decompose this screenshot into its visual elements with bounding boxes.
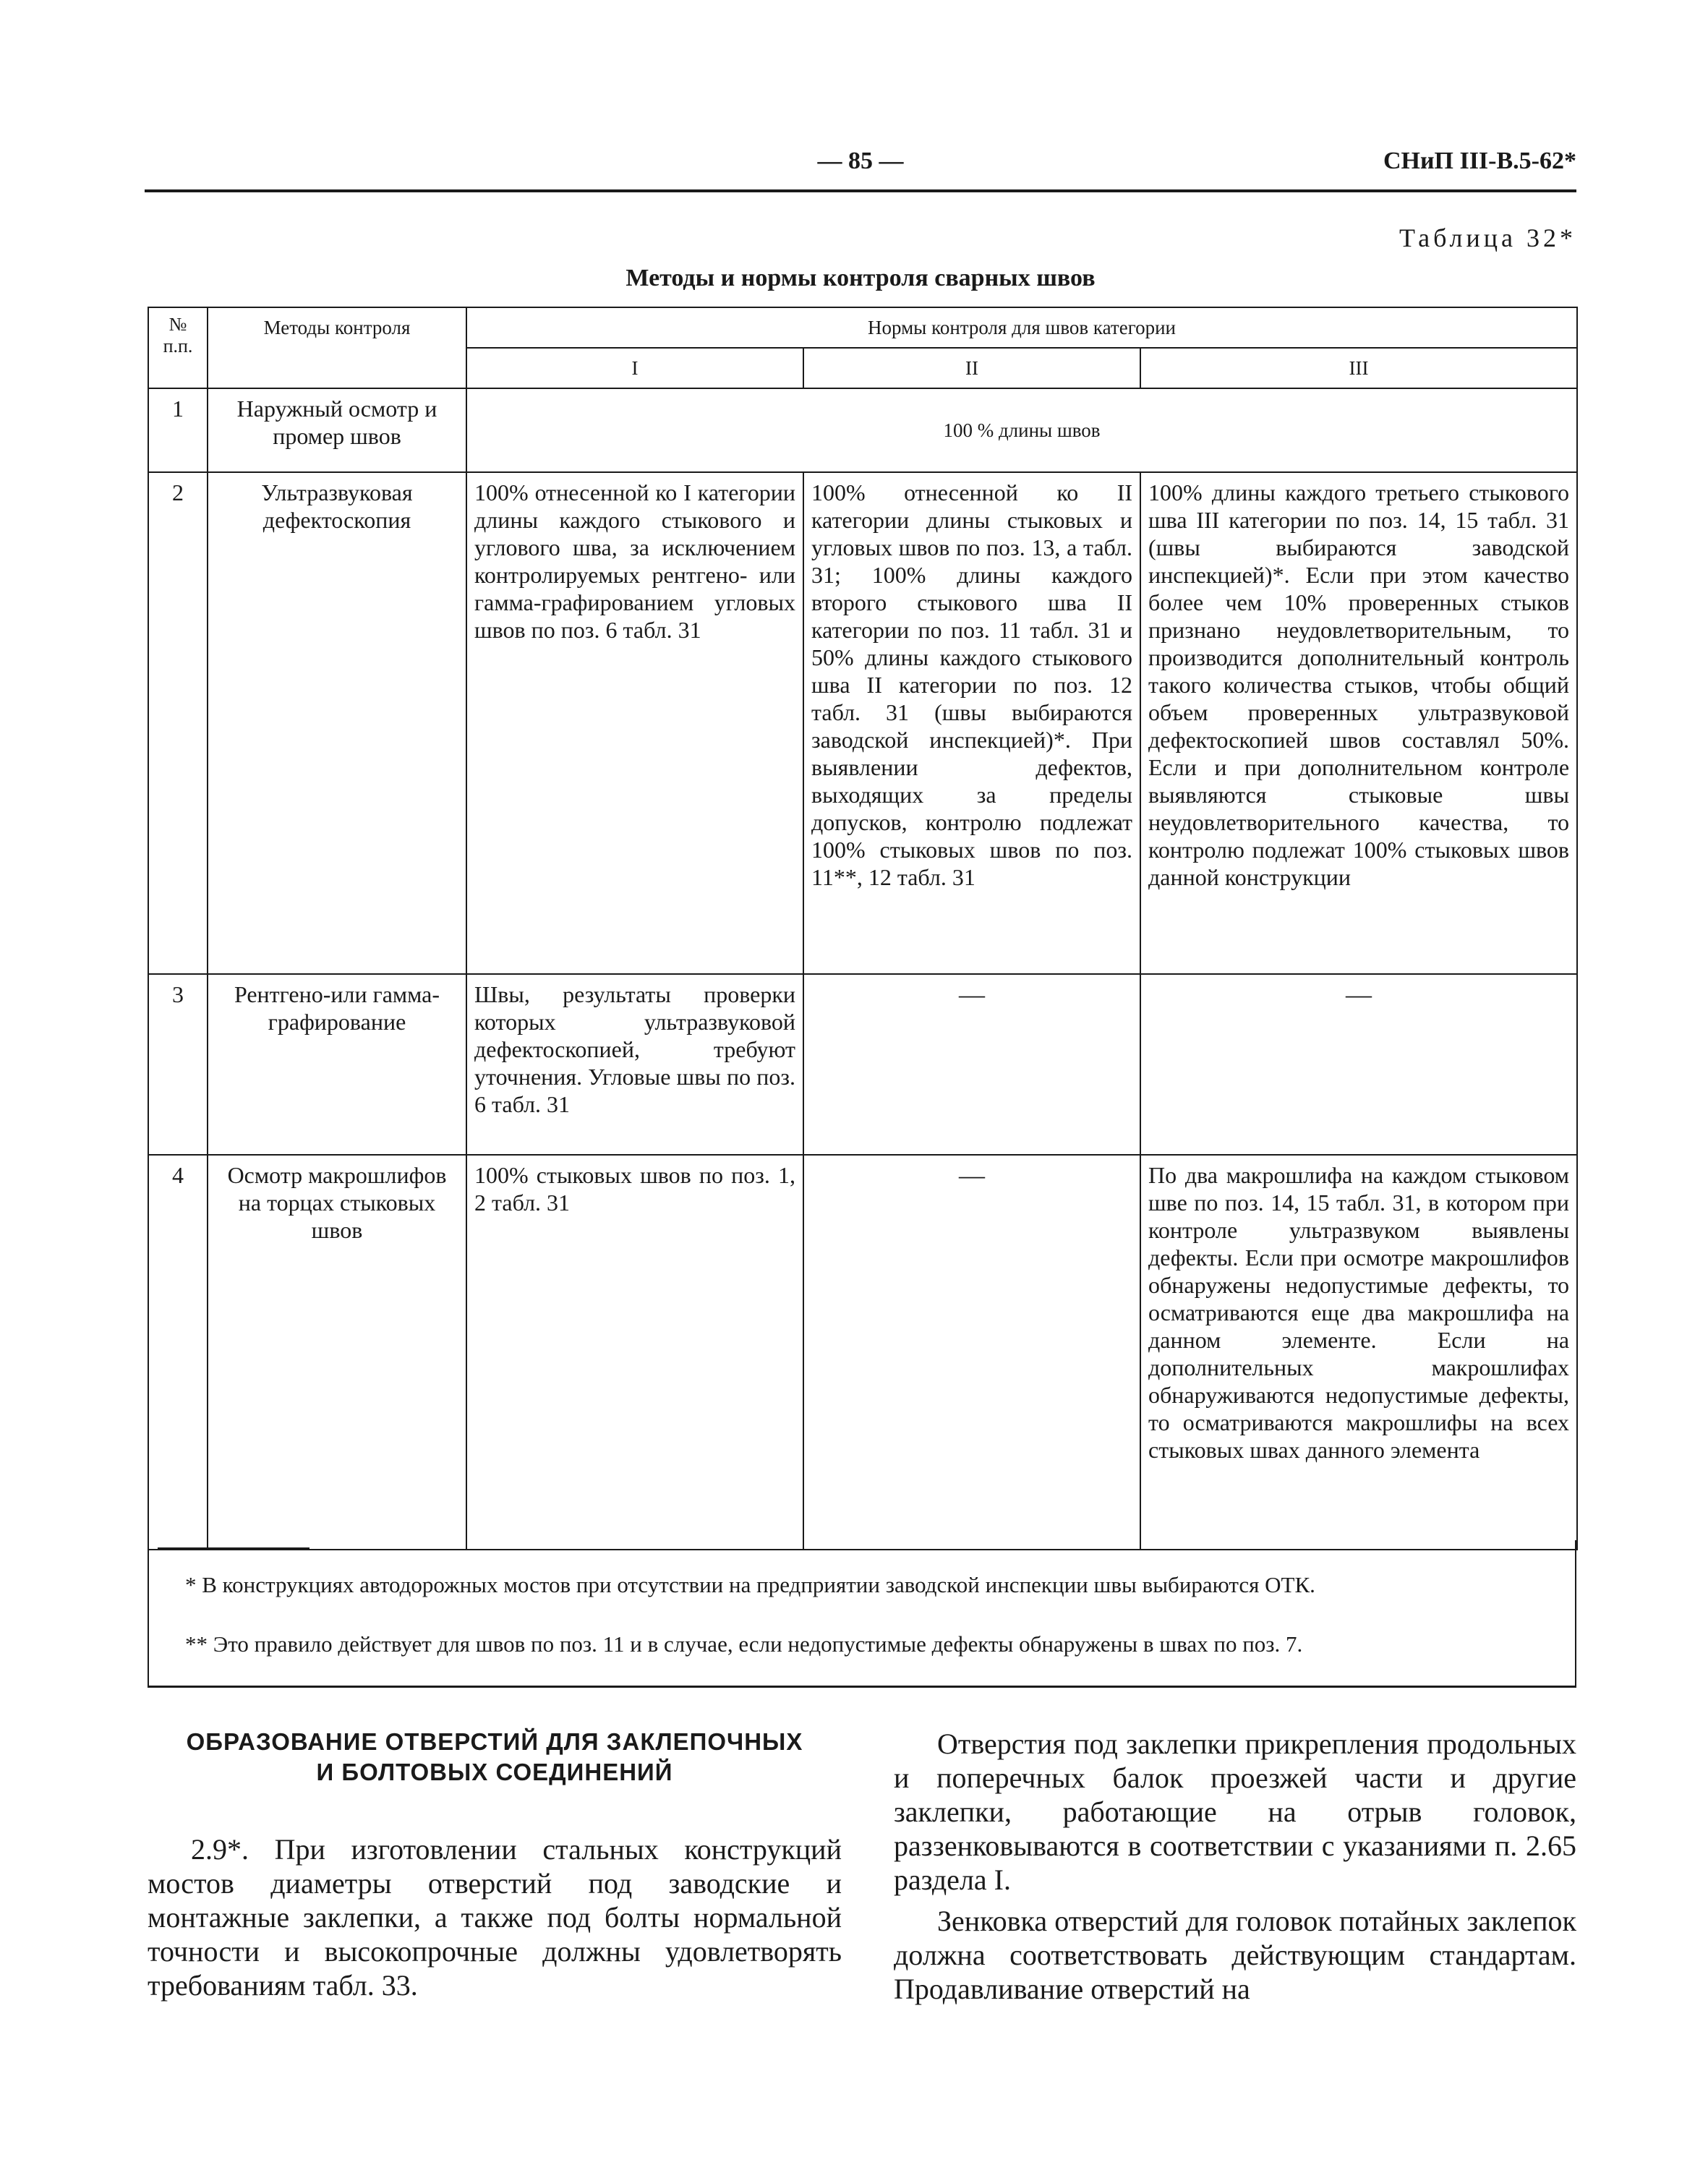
row-norm-cat2: 100% отнесенной ко II категории длины стыковых и угловых швов по поз. 13, а табл. 31; 100% длины каждого второго стыкового шва II категории по поз. 11 табл. 31 и 50% длины каждого стыкового шва II категории по поз. 12 табл. 31 (швы выбираются заводской инспекцией)*. При выявлении дефектов, выходящих за пределы допусков, контролю подлежат 100% стыковых швов по поз. 11**, 12 табл. 31: [803, 472, 1140, 974]
row-norm-cat3: 100% длины каждого третьего стыкового шва III категории по поз. 14, 15 табл. 31 (швы выбираются заводской инспекцией)*. Если при этом качество более чем 10% проверенных стыков признано неудовлетворительным, то производится дополнительный контроль такого количества стыков, чтобы общий объем проверенных ультразвуковой дефектоскопией швов составлял 50%. Если и при дополнительном контроле выявляются стыковые швы неудовлетворительного качества, то контролю подлежат 100% стыковых швов данной конструкции: [1140, 472, 1577, 974]
section-heading-line-1: ОБРАЗОВАНИЕ ОТВЕРСТИЙ ДЛЯ ЗАКЛЕПОЧНЫХ: [186, 1728, 803, 1755]
section-heading-line-2: И БОЛТОВЫХ СОЕДИНЕНИЙ: [316, 1759, 673, 1785]
row-norm-all: 100 % длины швов: [466, 388, 1577, 472]
row-number: 2: [148, 472, 208, 974]
row-norm-cat3: По два макрошлифа на каждом стыковом шве по поз. 14, 15 табл. 31, в котором при контроле ультразвуком выявлены дефекты. Если при осмотре макрошлифов обнаружены недопустимые дефекты, то осматриваются еще два макрошлифа на данном элементе. Если на дополнительных макрошлифах обнаруживаются недопустимые дефекты, то осматриваются макрошлифы на всех стыковых швах данного элемента: [1140, 1155, 1577, 1550]
footnote-divider: [158, 1547, 309, 1549]
document-code: СНиП III-В.5-62*: [1383, 148, 1576, 174]
table-footnotes: [148, 1540, 1576, 1688]
row-norm-cat3: —: [1140, 974, 1577, 1155]
row-norm-cat1: 100% отнесенной ко I категории длины каждого стыкового и углового шва, за исключением контролируемых рентгено- или гамма-графированием угловых швов по поз. 6 табл. 31: [466, 472, 803, 974]
row-norm-cat1: Швы, результаты проверки которых ультразвуковой дефектоскопией, требуют уточнения. Угловые швы по поз. 6 табл. 31: [466, 974, 803, 1155]
page-header: [145, 142, 1576, 192]
header-category-1: I: [466, 348, 803, 388]
paragraph-rivet-holes: Отверстия под заклепки прикрепления продольных и поперечных балок проезжей части и другие заклепки, работающие на отрыв головок, раззенковываются в соответствии с указаниями п. 2.65 раздела I.: [894, 1728, 1576, 1896]
header-method: Методы контроля: [208, 307, 466, 388]
table-title: Методы и нормы контроля сварных швов: [625, 265, 1096, 291]
table-row: [148, 974, 1577, 1155]
table-row: [148, 1155, 1577, 1550]
row-number: 3: [148, 974, 208, 1155]
row-number: 1: [148, 388, 208, 472]
footnote-2: ** Это правило действует для швов по поз. 11 и в случае, если недопустимые дефекты обнаружены в швах по поз. 7.: [185, 1631, 1303, 1657]
control-methods-table: [148, 307, 1578, 1550]
right-column: [894, 1727, 1576, 2006]
footnote-1: * В конструкциях автодорожных мостов при отсутствии на предприятии заводской инспекции швы выбираются ОТК.: [185, 1572, 1315, 1597]
row-norm-cat2: —: [803, 974, 1140, 1155]
table-row: [148, 388, 1577, 472]
header-number: № п.п.: [148, 307, 208, 388]
page-number: — 85 —: [817, 148, 904, 174]
row-method: Осмотр макрошлифов на торцах стыковых швов: [208, 1155, 466, 1550]
row-method: Рентгено-или гамма-графирование: [208, 974, 466, 1155]
row-norm-cat2: —: [803, 1155, 1140, 1550]
left-column: [148, 1727, 842, 2002]
header-category-3: III: [1140, 348, 1577, 388]
header-norms: Нормы контроля для швов категории: [466, 307, 1577, 348]
row-method: Ультразвуковая дефектоскопия: [208, 472, 466, 974]
paragraph-2-9: 2.9*. При изготовлении стальных конструкций мостов диаметры отверстий под заводские и монтажные заклепки, а также под болты нормальной точности и высокопрочные должны удовлетворять требованиям табл. 33.: [148, 1833, 842, 2002]
paragraph-countersinking: Зенковка отверстий для головок потайных заклепок должна соответствовать действующим стандартам. Продавливание отверстий на: [894, 1905, 1576, 2005]
table-reference: Таблица 32*: [1399, 223, 1576, 252]
row-number: 4: [148, 1155, 208, 1550]
header-category-2: II: [803, 348, 1140, 388]
row-norm-cat1: 100% стыковых швов по поз. 1, 2 табл. 31: [466, 1155, 803, 1550]
row-method: Наружный осмотр и промер швов: [208, 388, 466, 472]
table-row: [148, 472, 1577, 974]
